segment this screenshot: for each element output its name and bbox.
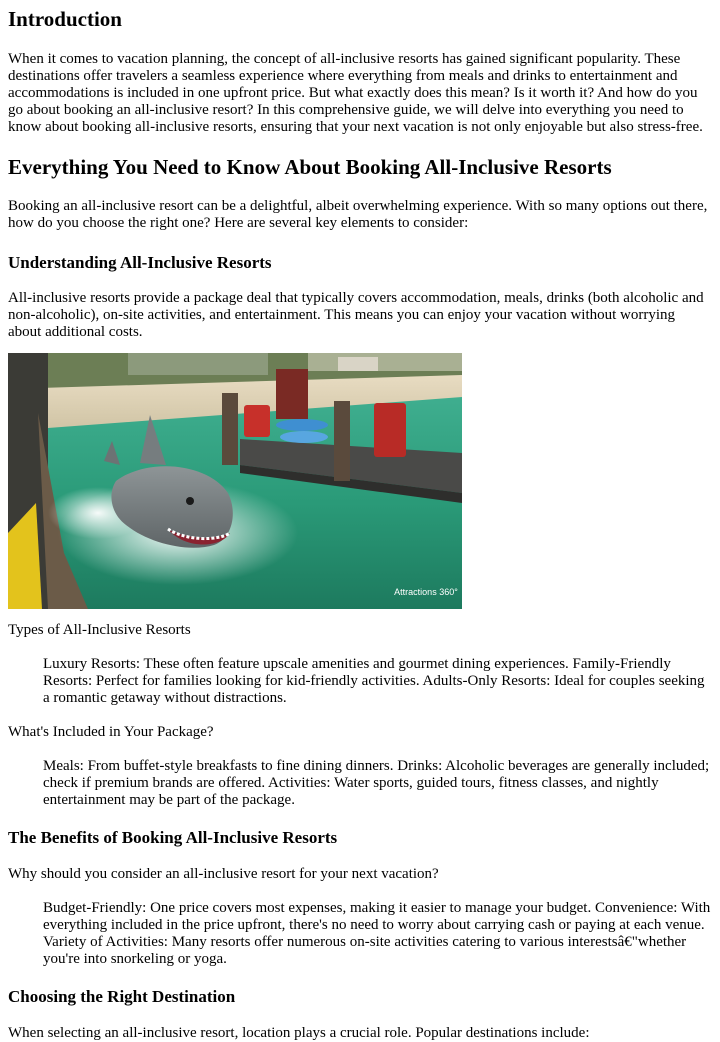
booking-heading: Everything You Need to Know About Booking All-Inclusive Resorts bbox=[8, 155, 612, 179]
types-label: Types of All-Inclusive Resorts bbox=[8, 622, 191, 638]
photo-watermark: Attractions 360° bbox=[394, 587, 458, 597]
benefits-heading: The Benefits of Booking All-Inclusive Resorts bbox=[8, 828, 338, 847]
article bbox=[0, 6, 720, 1042]
intro-heading: Introduction bbox=[8, 7, 122, 31]
benefits-text: Budget-Friendly: One price covers most expenses, making it easier to manage your budget. Convenience: With everything included in the price upfront, there's no need to worry about carrying cash or paying at each venue. Variety of Activities: Many resorts offer numerous on-site activities catering to various interestsâ€"whether you're into snorkeling or yoga. bbox=[43, 900, 711, 967]
types-text: Luxury Resorts: These often feature upscale amenities and gourmet dining experiences. Family-Friendly Resorts: Perfect for families looking for kid-friendly activities. Adults-Only Resorts: Ideal for couples seeking a romantic getaway without distractions. bbox=[43, 656, 705, 706]
intro-paragraph: When it comes to vacation planning, the concept of all-inclusive resorts has gained significant popularity. These destinations offer travelers a seamless experience where everything from meals and drinks to entertainment and accommodations is included in one upfront price. But what exactly does this mean? Is it worth it? And how do you go about booking an all-inclusive resort? In this comprehensive guide, we will delve into everything you need to know about booking all-inclusive resorts, ensuring that your next vacation is not only enjoyable but also stress-free. bbox=[8, 51, 703, 135]
booking-paragraph: Booking an all-inclusive resort can be a delightful, albeit overwhelming experience. With so many options out there, how do you choose the right one? Here are several key elements to consider: bbox=[8, 198, 708, 231]
destination-paragraph: When selecting an all-inclusive resort, location plays a crucial role. Popular destinations include: bbox=[8, 1025, 590, 1041]
understanding-paragraph: All-inclusive resorts provide a package deal that typically covers accommodation, meals, drinks (both alcoholic and non-alcoholic), on-site activities, and entertainment. This means you can enjoy your vacation without worrying about additional costs. bbox=[8, 290, 704, 340]
included-text: Meals: From buffet-style breakfasts to fine dining dinners. Drinks: Alcoholic beverages are generally included; check if premium brands are offered. Activities: Water sports, guided tours, fitness classes, and nightly entertainment may be part of the package. bbox=[43, 758, 710, 808]
included-label: What's Included in Your Package? bbox=[8, 724, 214, 740]
destination-heading: Choosing the Right Destination bbox=[8, 987, 236, 1006]
understanding-heading: Understanding All-Inclusive Resorts bbox=[8, 253, 272, 272]
shark-lagoon-photo bbox=[8, 353, 462, 609]
benefits-question: Why should you consider an all-inclusive resort for your next vacation? bbox=[8, 866, 439, 882]
